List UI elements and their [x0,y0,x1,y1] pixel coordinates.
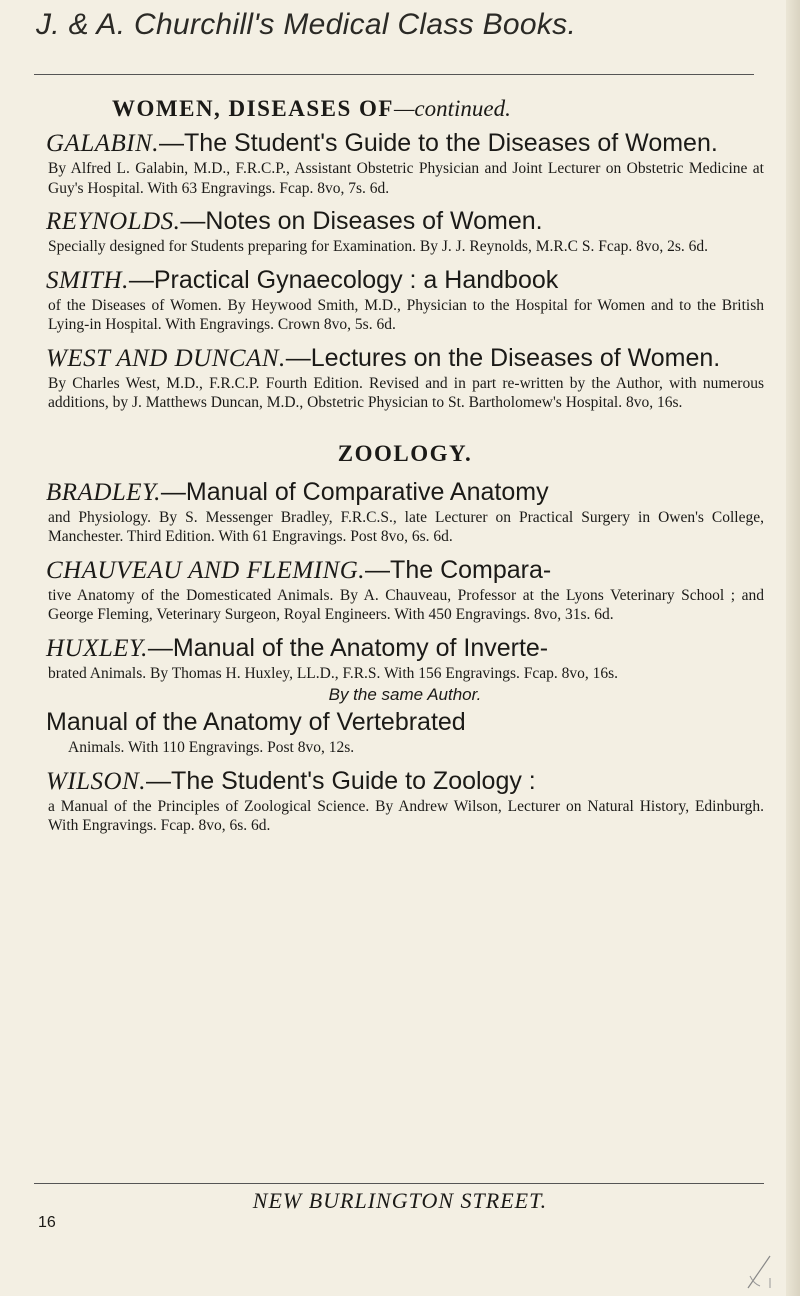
entry-description: tive Anatomy of the Domesticated Animals. By A. Chauveau, Professor at the Lyons Veterinary School ; and George Fleming, Veterinary Surgeon, Royal Engineers. With 450 Engravings. 8vo, 31s. 6d. [48,586,764,623]
entry-title-line [46,206,764,237]
entry-title: —Notes on Diseases of Women. [180,207,543,235]
running-header: J. & A. Churchill's Medical Class Books. [36,8,577,41]
entry-author: GALABIN. [46,130,160,157]
entry-title: Manual of the Anatomy of Vertebrated [46,708,466,736]
section-heading-continued: —continued. [393,96,511,121]
book-entry-smith [46,265,764,335]
entry-title-line [46,477,764,508]
entry-title: —The Compara- [365,555,552,584]
entry-description: By Alfred L. Galabin, M.D., F.R.C.P., Assistant Obstetric Physician and Joint Lecturer on Obstetric Medicine at Guy's Hospital. With 63 Engravings. Fcap. 8vo, 7s. 6d. [48,160,764,197]
entry-title-line [46,766,764,797]
publisher-address: NEW BURLINGTON STREET. [252,1188,548,1213]
entry-title: —Manual of Comparative Anatomy [160,477,549,506]
book-entry-west-duncan [46,343,764,413]
entry-author: WILSON. [46,767,147,795]
entry-description: brated Animals. By Thomas H. Huxley, LL.D., F.R.S. With 156 Engravings. Fcap. 8vo, 16s. [48,664,619,682]
entry-title: —The Student's Guide to the Diseases of Women. [159,129,718,157]
entry-title-line [46,343,764,374]
by-same-author-note: By the same Author. [328,685,482,704]
entry-description: Animals. With 110 Engravings. Post 8vo, 12s. [68,739,355,756]
entry-description: Specially designed for Students preparing for Examination. By J. J. Reynolds, M.R.C S. Fcap. 8vo, 2s. 6d. [48,238,708,255]
footer-rule [34,1183,764,1184]
entry-description: a Manual of the Principles of Zoological Science. By Andrew Wilson, Lecturer on Natural History, Edinburgh. With Engravings. Fcap. 8vo, 6s. 6d. [48,797,764,834]
entry-title-line [46,265,764,296]
page-corner-mark-icon [744,1254,774,1290]
book-entry-wilson [46,766,764,836]
entry-title-line [46,633,764,664]
section-heading-zoology: ZOOLOGY. [337,440,473,466]
entry-title-line [46,128,764,159]
header-rule [34,74,754,75]
entry-description: and Physiology. By S. Messenger Bradley, F.R.C.S., late Lecturer on Practical Surgery in Owen's College, Manchester. Third Edition. With 61 Engravings. Post 8vo, 6s. 6d. [48,508,764,545]
page-content [46,96,764,844]
entry-author: CHAUVEAU AND FLEMING. [46,556,366,584]
entry-author: SMITH. [46,266,129,294]
book-entry-galabin [46,128,764,198]
page-number: 16 [38,1214,56,1231]
book-entry-bradley [46,477,764,547]
entry-title: —Manual of the Anatomy of Inverte- [147,633,549,662]
page-edge-shadow [786,0,800,1296]
book-entry-reynolds [46,206,764,257]
entry-author: HUXLEY. [46,634,148,662]
entry-author: REYNOLDS. [46,208,181,235]
entry-author: BRADLEY. [46,478,161,506]
entry-title-line [46,555,764,586]
book-entry-huxley [46,633,764,684]
entry-title: —The Student's Guide to Zoology : [146,766,536,795]
section-heading-text: WOMEN, DISEASES OF [112,96,394,121]
entry-description: of the Diseases of Women. By Heywood Smith, M.D., Physician to the Hospital for Women and to the British Lying-in Hospital. With Engravings. Crown 8vo, 5s. 6d. [48,296,764,333]
entry-description: By Charles West, M.D., F.R.C.P. Fourth Edition. Revised and in part re-written by the Author, with numerous additions, by J. Matthews Duncan, M.D., Obstetric Physician to St. Bartholomew's Hospital. 8vo, 16s. [48,374,764,411]
book-entry-chauveau-fleming [46,555,764,625]
section-heading-women [112,96,764,122]
book-entry-huxley-vertebrated [46,707,764,758]
entry-title: —Practical Gynaecology : a Handbook [128,265,559,294]
entry-author: WEST AND DUNCAN. [46,344,286,372]
entry-title: —Lectures on the Diseases of Women. [285,343,721,372]
